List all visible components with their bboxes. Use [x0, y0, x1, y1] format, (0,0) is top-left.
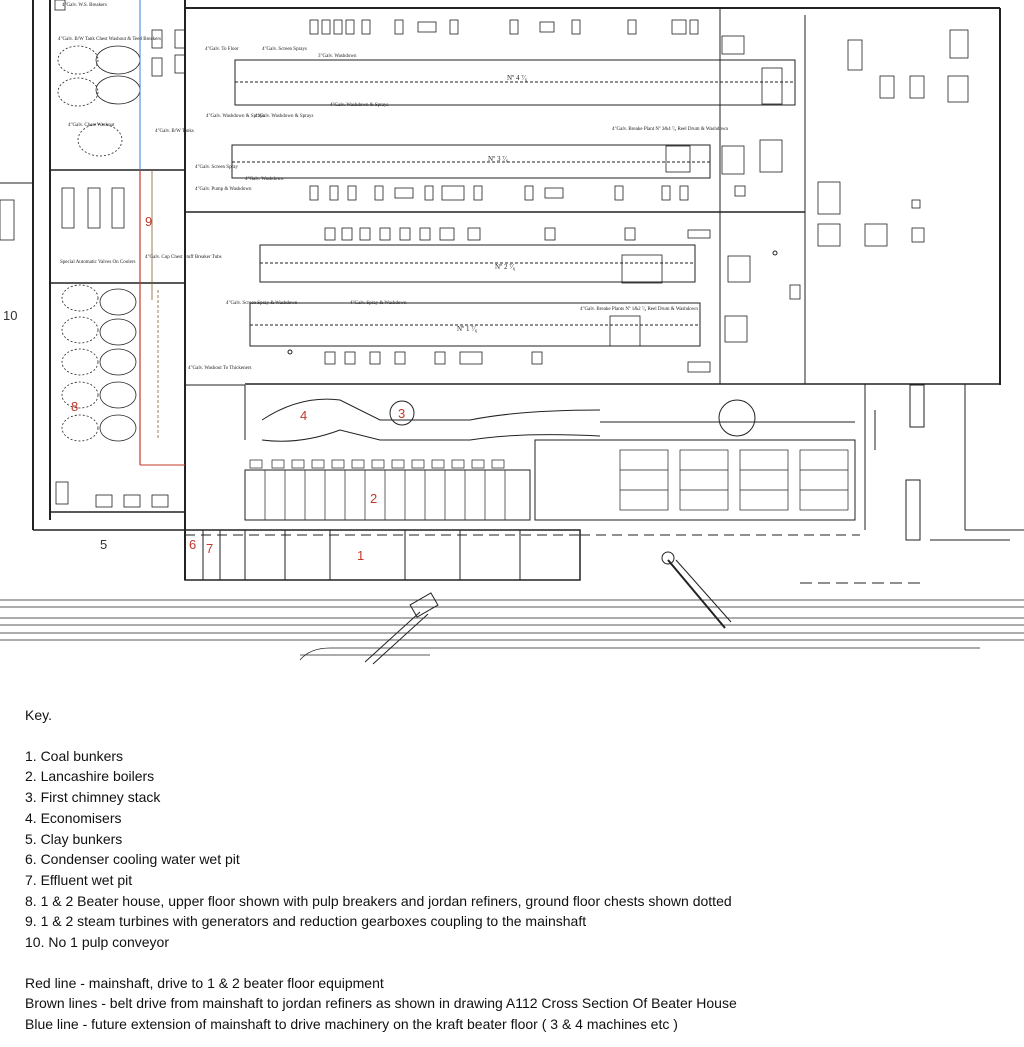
note-breake-plants-1-2: 4"Galv. Breake Plants Nº 1&2 ⁷⁄₆ Reel Drum & Washdown [580, 307, 698, 312]
area-number-3: 3 [398, 406, 406, 421]
area-number-7: 7 [206, 541, 214, 556]
key-item: 5. Clay bunkers [25, 830, 123, 847]
machine-label-4: Nº 4 ⁷⁄₆ [507, 74, 528, 82]
blue-line-note: Blue line - future extension of mainshaft to drive machinery on the kraft beater floor ( 3 & 4 machines etc ) [25, 1016, 678, 1033]
area-number-5: 5 [100, 537, 108, 552]
key-title: Key. [25, 707, 52, 723]
note-tank-chest-washout: 4"Galv. B/W Tank Chest Washout & Teed Breakers [58, 37, 162, 42]
key-item: 3. First chimney stack [25, 789, 161, 806]
note-screen-spray-washdown: 4"Galv. Screen Spray & Washdown [226, 301, 298, 306]
note-breake-plant-3-4: 4"Galv. Breake Plant Nº 3&4 ⁷⁄₆ Reel Drum & Washdown [612, 127, 728, 132]
key-item: 1. Coal bunkers [25, 747, 124, 764]
key-item: 9. 1 & 2 steam turbines with generators and reduction gearboxes coupling to the mainshaft [25, 913, 587, 930]
key-item: 8. 1 & 2 Beater house, upper floor shown with pulp breakers and jordan refiners, ground floor chests shown dotted [25, 892, 732, 909]
note-screen-sprays: 4"Galv. Screen Sprays [262, 47, 307, 52]
note-washout-thickeners: 4"Galv. Washout To Thickeners [188, 366, 252, 371]
note-washdown-3in: 3"Galv. Washdown [318, 54, 357, 59]
note-washdown-sprays-2: 4"Galv. Washdown & Sprays [255, 114, 314, 119]
area-number-8: 8 [71, 399, 79, 414]
note-automatic-valves: Special Automatic Valves On Coolers [60, 260, 136, 265]
machine-label-3: Nº 3 ⁷⁄₆ [488, 155, 509, 163]
brown-lines-note: Brown lines - belt drive from mainshaft to jordan refiners as shown in drawing A112 Cross Section Of Beater House [25, 995, 737, 1012]
note-to-floor: 4"Galv. To Floor [205, 47, 239, 52]
area-number-10: 10 [3, 308, 18, 323]
note-breakers: 4"Galv. W.S. Breakers [62, 3, 107, 8]
note-spray-washdown: 4"Galv. Spray & Washdown [350, 301, 407, 306]
note-washdown-sprays-1: 4"Galv. Washdown & Sprays [206, 114, 265, 119]
key-items-list [25, 746, 1005, 953]
note-cup-chest: 4"Galv. Cup Chest Stuff Breaker Tubs [145, 255, 222, 260]
key-item: 2. Lancashire boilers [25, 768, 155, 785]
key-item: 7. Effluent wet pit [25, 871, 133, 888]
note-washdown-sprays-3: 4"Galv. Washdown & Sprays [330, 103, 389, 108]
red-line-note: Red line - mainshaft, drive to 1 & 2 beater floor equipment [25, 974, 384, 991]
note-chest-washout: 4"Galv. Chest Washout [68, 123, 115, 128]
note-screen-spray: 4"Galv. Screen Spray [195, 165, 238, 170]
key-item: 4. Economisers [25, 809, 122, 826]
note-washdown: 4"Galv. Washdown [245, 177, 284, 182]
area-number-1: 1 [357, 548, 365, 563]
key-item: 10. No 1 pulp conveyor [25, 934, 169, 951]
area-number-9: 9 [145, 214, 153, 229]
key-legend [25, 705, 1005, 1035]
machine-label-2: Nº 2 ⁷⁄₆ [495, 263, 516, 271]
line-legend [25, 973, 1005, 1035]
machine-label-1: Nº 1 ⁷⁄₆ [457, 325, 478, 333]
note-pump-washdown: 4"Galv. Pump & Washdown [195, 187, 252, 192]
area-number-6: 6 [189, 537, 197, 552]
key-item: 6. Condenser cooling water wet pit [25, 851, 240, 868]
area-number-4: 4 [300, 408, 308, 423]
note-bw-tanks: 4"Galv. B/W Tanks [155, 129, 194, 134]
area-number-2: 2 [370, 491, 378, 506]
